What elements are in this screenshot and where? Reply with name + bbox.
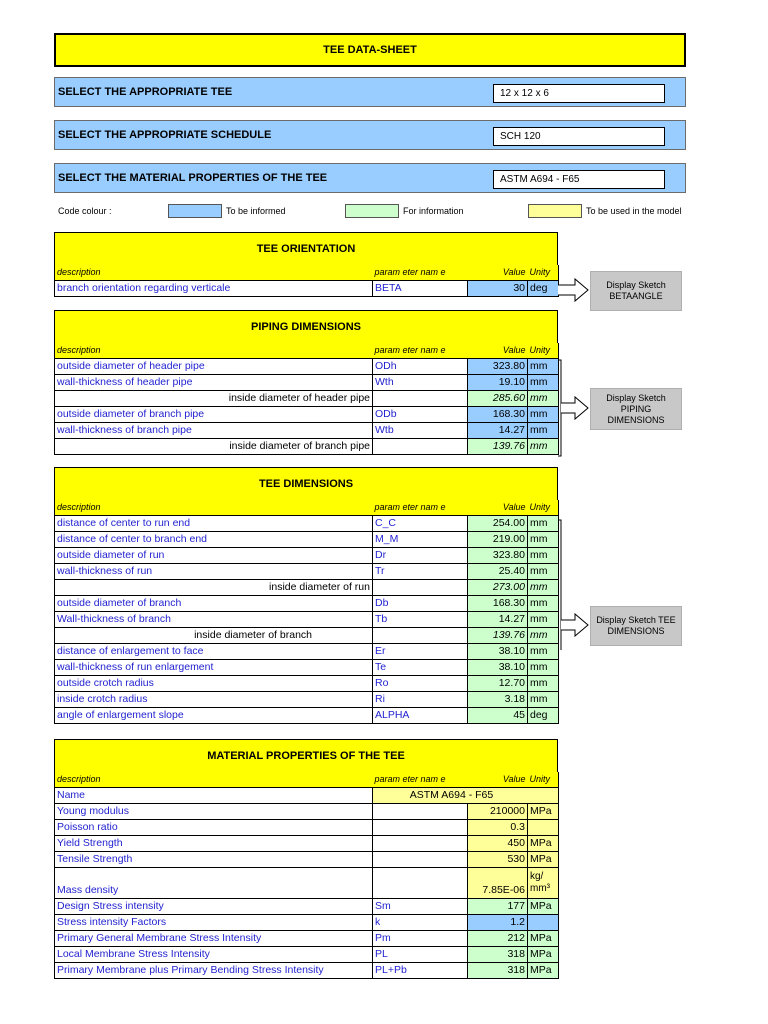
- row-parameter: Pm: [373, 931, 468, 947]
- row-value[interactable]: 323.80: [468, 359, 528, 375]
- table-row: [55, 836, 559, 852]
- table-row: [55, 423, 559, 439]
- display-sketch-beta-button[interactable]: [590, 271, 682, 311]
- material-select[interactable]: ASTM A694 - F65: [493, 170, 665, 189]
- table-row: [55, 359, 559, 375]
- tee-dimensions-header: [54, 467, 558, 500]
- material-selector-label: SELECT THE MATERIAL PROPERTIES OF THE TEE: [58, 172, 328, 184]
- row-unit: mm: [528, 439, 559, 455]
- table-row: [55, 375, 559, 391]
- tee-dimensions-title: TEE DIMENSIONS: [258, 478, 354, 490]
- orientation-column-header: [55, 265, 559, 281]
- table-row: [55, 580, 559, 596]
- row-parameter: Te: [373, 660, 468, 676]
- row-parameter: Db: [373, 596, 468, 612]
- row-description: wall-thickness of branch pipe: [55, 423, 373, 439]
- tee-column-header: [55, 500, 559, 516]
- legend-swatch-green: [345, 204, 399, 218]
- row-description: Local Membrane Stress Intensity: [55, 947, 373, 963]
- row-unit: mm: [528, 375, 559, 391]
- row-description: outside diameter of run: [55, 548, 373, 564]
- display-sketch-beta-label: Display Sketch BETAANGLE: [606, 280, 666, 301]
- row-value: 318: [468, 947, 528, 963]
- row-parameter: Er: [373, 644, 468, 660]
- tee-selector-label: SELECT THE APPROPRIATE TEE: [58, 86, 233, 98]
- row-parameter: [373, 868, 468, 899]
- row-unit: mm: [528, 548, 559, 564]
- table-row: [55, 899, 559, 915]
- material-column-header: [55, 772, 559, 788]
- row-parameter: [373, 439, 468, 455]
- row-value: 7.85E-06: [468, 868, 528, 899]
- row-unit: mm: [528, 359, 559, 375]
- table-row: [55, 532, 559, 548]
- row-description: outside diameter of header pipe: [55, 359, 373, 375]
- row-value[interactable]: 30: [468, 281, 528, 297]
- row-unit: MPa: [528, 899, 559, 915]
- row-parameter: [373, 628, 468, 644]
- row-description: inside diameter of branch: [55, 628, 373, 644]
- row-description: branch orientation regarding verticale: [55, 281, 373, 297]
- col-unity: Unity: [528, 500, 559, 516]
- table-row: [55, 628, 559, 644]
- row-description: angle of enlargement slope: [55, 708, 373, 724]
- row-unit: MPa: [528, 852, 559, 868]
- row-unit: mm: [528, 628, 559, 644]
- table-row: [55, 407, 559, 423]
- row-description: Young modulus: [55, 804, 373, 820]
- row-value: 212: [468, 931, 528, 947]
- piping-header: [54, 310, 558, 343]
- row-parameter: C_C: [373, 516, 468, 532]
- row-parameter: [373, 836, 468, 852]
- row-unit: [528, 915, 559, 931]
- row-parameter: Dr: [373, 548, 468, 564]
- table-row: [55, 708, 559, 724]
- row-value[interactable]: 1.2: [468, 915, 528, 931]
- col-value: Value: [468, 343, 528, 359]
- legend-green-text: For information: [403, 206, 464, 216]
- table-row: [55, 439, 559, 455]
- table-row: [55, 692, 559, 708]
- orientation-header: [54, 232, 558, 265]
- row-value: 3.18: [468, 692, 528, 708]
- tee-dimensions-table: [54, 500, 559, 724]
- tee-bracket-icon: [558, 520, 588, 650]
- material-table: [54, 772, 559, 979]
- row-unit: MPa: [528, 804, 559, 820]
- row-parameter: BETA: [373, 281, 468, 297]
- col-parameter: param eter nam e: [373, 265, 468, 281]
- row-description: wall-thickness of header pipe: [55, 375, 373, 391]
- row-parameter: [373, 804, 468, 820]
- row-value: 530: [468, 852, 528, 868]
- col-value: Value: [468, 265, 528, 281]
- row-description: wall-thickness of run enlargement: [55, 660, 373, 676]
- row-value: 139.76: [468, 628, 528, 644]
- row-description: distance of center to run end: [55, 516, 373, 532]
- table-row: [55, 548, 559, 564]
- row-value[interactable]: 14.27: [468, 423, 528, 439]
- col-description: description: [55, 265, 373, 281]
- row-description: Primary General Membrane Stress Intensity: [55, 931, 373, 947]
- piping-bracket-icon: [558, 360, 588, 456]
- row-unit: mm: [528, 676, 559, 692]
- table-row: [55, 868, 559, 899]
- col-description: description: [55, 343, 373, 359]
- piping-title: PIPING DIMENSIONS: [250, 321, 362, 333]
- table-row: [55, 963, 559, 979]
- table-row: [55, 947, 559, 963]
- row-value: 219.00: [468, 532, 528, 548]
- row-parameter: [373, 820, 468, 836]
- legend-yellow-text: To be used in the model: [586, 206, 682, 216]
- row-description: Poisson ratio: [55, 820, 373, 836]
- table-row: [55, 915, 559, 931]
- row-description: inside diameter of header pipe: [55, 391, 373, 407]
- col-unity: Unity: [528, 343, 559, 359]
- orientation-title: TEE ORIENTATION: [256, 243, 356, 255]
- row-parameter: [373, 391, 468, 407]
- table-row: [55, 931, 559, 947]
- row-parameter: Ro: [373, 676, 468, 692]
- row-parameter: Ri: [373, 692, 468, 708]
- table-row: [55, 804, 559, 820]
- col-value: Value: [468, 772, 528, 788]
- row-unit: mm: [528, 516, 559, 532]
- row-description: Tensile Strength: [55, 852, 373, 868]
- row-description: inside diameter of run: [55, 580, 373, 596]
- row-unit: kg/ mm³: [528, 868, 559, 899]
- row-parameter: Sm: [373, 899, 468, 915]
- row-parameter: M_M: [373, 532, 468, 548]
- row-value: 323.80: [468, 548, 528, 564]
- table-row: [55, 788, 559, 804]
- tee-select[interactable]: 12 x 12 x 6: [493, 84, 665, 103]
- sketch-arrows: [555, 270, 595, 650]
- row-unit: mm: [528, 532, 559, 548]
- table-row: [55, 852, 559, 868]
- row-value: 139.76: [468, 439, 528, 455]
- col-value: Value: [468, 500, 528, 516]
- row-unit: MPa: [528, 931, 559, 947]
- row-description: Yield Strength: [55, 836, 373, 852]
- row-value: 254.00: [468, 516, 528, 532]
- display-sketch-tee-button[interactable]: [590, 606, 682, 646]
- row-value: 38.10: [468, 660, 528, 676]
- legend-label: Code colour :: [58, 206, 112, 216]
- row-value: 210000: [468, 804, 528, 820]
- col-parameter: param eter nam e: [373, 343, 468, 359]
- row-value: 318: [468, 963, 528, 979]
- table-row: [55, 820, 559, 836]
- tee-selector-row: [54, 77, 686, 107]
- col-description: description: [55, 772, 373, 788]
- schedule-select[interactable]: SCH 120: [493, 127, 665, 146]
- row-parameter: [373, 852, 468, 868]
- row-description: Mass density: [55, 868, 373, 899]
- row-description: distance of center to branch end: [55, 532, 373, 548]
- row-value: 14.27: [468, 612, 528, 628]
- row-unit: MPa: [528, 963, 559, 979]
- row-unit: mm: [528, 564, 559, 580]
- row-parameter: [373, 580, 468, 596]
- schedule-selector-row: [54, 120, 686, 150]
- col-parameter: param eter nam e: [373, 500, 468, 516]
- row-description: Primary Membrane plus Primary Bending Stress Intensity: [55, 963, 373, 979]
- row-unit: mm: [528, 612, 559, 628]
- legend-swatch-yellow: [528, 204, 582, 218]
- row-parameter: k: [373, 915, 468, 931]
- row-parameter: ALPHA: [373, 708, 468, 724]
- row-description: inside crotch radius: [55, 692, 373, 708]
- row-description: Name: [55, 788, 373, 804]
- table-row: [55, 516, 559, 532]
- row-value: 168.30: [468, 596, 528, 612]
- row-parameter: Tr: [373, 564, 468, 580]
- page-title-text: TEE DATA-SHEET: [323, 44, 417, 56]
- row-value: 0.3: [468, 820, 528, 836]
- row-value: 285.60: [468, 391, 528, 407]
- row-unit: mm: [528, 407, 559, 423]
- piping-column-header: [55, 343, 559, 359]
- row-value: 25.40: [468, 564, 528, 580]
- row-description: distance of enlargement to face: [55, 644, 373, 660]
- material-name-value: ASTM A694 - F65: [373, 788, 559, 804]
- row-parameter: PL: [373, 947, 468, 963]
- row-value[interactable]: 19.10: [468, 375, 528, 391]
- page-title: [54, 33, 686, 67]
- row-description: Stress intensity Factors: [55, 915, 373, 931]
- table-row: [55, 391, 559, 407]
- row-unit: mm: [528, 580, 559, 596]
- row-parameter: PL+Pb: [373, 963, 468, 979]
- row-value: 450: [468, 836, 528, 852]
- table-row: [55, 660, 559, 676]
- row-description: outside crotch radius: [55, 676, 373, 692]
- row-description: outside diameter of branch: [55, 596, 373, 612]
- table-row: [55, 644, 559, 660]
- col-unity: Unity: [528, 265, 559, 281]
- row-description: Wall-thickness of branch: [55, 612, 373, 628]
- row-description: wall-thickness of run: [55, 564, 373, 580]
- material-title: MATERIAL PROPERTIES OF THE TEE: [207, 750, 405, 762]
- row-unit: mm: [528, 596, 559, 612]
- row-unit: [528, 820, 559, 836]
- row-parameter: Tb: [373, 612, 468, 628]
- table-row: [55, 596, 559, 612]
- row-unit: mm: [528, 423, 559, 439]
- row-unit: deg: [528, 281, 559, 297]
- row-value[interactable]: 168.30: [468, 407, 528, 423]
- row-description: outside diameter of branch pipe: [55, 407, 373, 423]
- row-parameter: ODb: [373, 407, 468, 423]
- col-unity: Unity: [528, 772, 559, 788]
- display-sketch-piping-label: Display Sketch PIPING DIMENSIONS: [606, 392, 666, 425]
- display-sketch-piping-button[interactable]: [590, 388, 682, 430]
- row-unit: MPa: [528, 836, 559, 852]
- table-row: [55, 564, 559, 580]
- table-row: [55, 281, 559, 297]
- row-parameter: ODh: [373, 359, 468, 375]
- row-unit: mm: [528, 660, 559, 676]
- row-value: 273.00: [468, 580, 528, 596]
- row-value: 38.10: [468, 644, 528, 660]
- row-value: 45: [468, 708, 528, 724]
- row-unit: mm: [528, 644, 559, 660]
- row-description: Design Stress intensity: [55, 899, 373, 915]
- row-unit: deg: [528, 708, 559, 724]
- schedule-selector-label: SELECT THE APPROPRIATE SCHEDULE: [58, 129, 272, 141]
- row-unit: mm: [528, 391, 559, 407]
- display-sketch-tee-label: Display Sketch TEE DIMENSIONS: [596, 615, 676, 636]
- legend-swatch-blue: [168, 204, 222, 218]
- orientation-table: [54, 265, 559, 297]
- row-unit: mm: [528, 692, 559, 708]
- table-row: [55, 612, 559, 628]
- row-value: 12.70: [468, 676, 528, 692]
- row-parameter: Wtb: [373, 423, 468, 439]
- col-parameter: param eter nam e: [373, 772, 468, 788]
- table-row: [55, 676, 559, 692]
- row-value: 177: [468, 899, 528, 915]
- orientation-arrow-icon: [558, 279, 588, 301]
- piping-table: [54, 343, 559, 455]
- material-selector-row: [54, 163, 686, 193]
- col-description: description: [55, 500, 373, 516]
- row-parameter: Wth: [373, 375, 468, 391]
- row-description: inside diameter of branch pipe: [55, 439, 373, 455]
- material-header: [54, 739, 558, 772]
- row-unit: MPa: [528, 947, 559, 963]
- legend-blue-text: To be informed: [226, 206, 286, 216]
